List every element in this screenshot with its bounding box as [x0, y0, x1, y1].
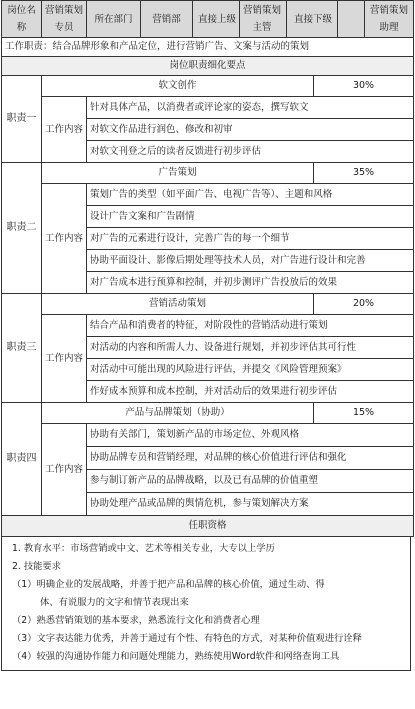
skills-title: 2. 技能要求 — [12, 561, 62, 572]
duty-1-item-1: 针对具体产品，以消费者或评论家的姿态，撰写软文 — [87, 97, 414, 119]
duty-3-title: 营销活动策划 — [42, 294, 314, 315]
job-summary: 工作职责：结合品牌形象和产品定位，进行营销广告、文案与活动的策划 — [2, 38, 414, 57]
duty-4-item-4: 协助处理产品或品牌的舆情危机，参与策划解决方案 — [87, 493, 414, 516]
subordinate-label — [287, 1, 365, 38]
duty-3-work-content-label: 工作内容 — [42, 315, 87, 403]
duty-1-item-2: 对软文作品进行润色、修改和初审 — [87, 119, 414, 141]
supervisor-cell — [193, 1, 287, 38]
duty-4-weight: 15% — [314, 403, 414, 424]
duty-1-weight: 30% — [314, 76, 414, 97]
duty-2-weight: 35% — [314, 163, 414, 184]
skill-1-line-2: 体、有说服力的文字和情节表现出来 — [40, 597, 189, 608]
duty-3-item-3: 对活动中可能出现的风险进行评估，并提交《风险管理预案》 — [87, 359, 414, 381]
duty-3-label: 职责三 — [2, 294, 42, 403]
details-title: 岗位职责细化要点 — [2, 57, 414, 76]
summary-row — [2, 38, 414, 57]
duty-4-title-row — [2, 403, 414, 424]
duty-4-item-row — [2, 424, 414, 447]
duty-4-item-1: 协助有关部门，策划新产品的市场定位、外观风格 — [87, 424, 414, 447]
supervisor-label: 直接上级 — [195, 1, 240, 37]
skill-3: （3）文字表达能力优秀，并善于通过有个性、有特色的方式，对某种价值观进行诠释 — [12, 633, 362, 644]
department-value: 营销部 — [141, 1, 193, 38]
duty-2-label: 职责二 — [2, 163, 42, 294]
duty-2-title-row — [2, 163, 414, 184]
details-title-row — [2, 57, 414, 76]
skill-4: （4）较强的沟通协作能力和问题处理能力，熟练使用Word软件和网络查询工具 — [12, 651, 340, 662]
duty-2-item-5: 对广告成本进行预算和控制，并初步测评广告投放后的效果 — [87, 272, 414, 294]
duty-3-item-2: 对活动的内容和所需人力、设备进行规划，并初步评估其可行性 — [87, 337, 414, 359]
duty-1-label: 职责一 — [2, 76, 42, 163]
duty-1-title-row — [2, 76, 414, 97]
job-description-document — [1, 0, 413, 671]
subordinate-value: 营销策划助理 — [365, 1, 414, 38]
duty-2-item-2: 设计广告文案和广告剧情 — [87, 206, 414, 228]
qualification-title: 任职资格 — [2, 516, 414, 537]
position-label: 岗位名称 — [2, 1, 42, 38]
header-row — [2, 1, 414, 38]
duty-2-item-1: 策划广告的类型（如平面广告、电视广告等）、主题和风格 — [87, 184, 414, 206]
duty-4-item-2: 协助品牌专员和营销经理，对品牌的核心价值进行评估和强化 — [87, 447, 414, 470]
subordinate-label-text: 直接下级 — [289, 1, 338, 37]
duty-4-work-content-label: 工作内容 — [42, 424, 87, 516]
duty-4-label: 职责四 — [2, 403, 42, 516]
job-description-table — [1, 0, 414, 537]
duty-4-title: 产品与品牌策划（协助） — [42, 403, 314, 424]
duty-3-item-1: 结合产品和消费者的特征，对阶段性的营销活动进行策划 — [87, 315, 414, 337]
duty-2-work-content-label: 工作内容 — [42, 184, 87, 294]
skill-1-line-1: （1）明确企业的发展战略，并善于把产品和品牌的核心价值，通过生动、得 — [12, 579, 325, 590]
duty-1-title: 软文创作 — [42, 76, 314, 97]
duty-2-item-4: 协助平面设计、影像后期处理等技术人员，对广告进行设计和完善 — [87, 250, 414, 272]
duty-3-item-4: 作好成本预算和成本控制，并对活动后的效果进行初步评估 — [87, 381, 414, 403]
duty-3-item-row — [2, 315, 414, 337]
skill-2: （2）熟悉营销策划的基本要求，熟悉流行文化和消费者心理 — [12, 615, 260, 626]
duty-1-work-content-label: 工作内容 — [42, 97, 87, 163]
duty-3-title-row — [2, 294, 414, 315]
duty-2-title: 广告策划 — [42, 163, 314, 184]
position-value: 营销策划专员 — [42, 1, 87, 38]
supervisor-value: 营销策划主管 — [243, 5, 282, 33]
qualification-title-row — [2, 516, 414, 537]
duty-1-item-3: 对软文刊登之后的读者反馈进行初步评估 — [87, 141, 414, 163]
duty-2-item-3: 对广告的元素进行设计，完善广告的每一个细节 — [87, 228, 414, 250]
duty-4-item-3: 参与制订新产品的品牌战略，以及已有品牌的价值重塑 — [87, 470, 414, 493]
duty-1-item-row — [2, 97, 414, 119]
department-label: 所在部门 — [87, 1, 141, 38]
duty-3-weight: 20% — [314, 294, 414, 315]
qualification-requirements — [1, 537, 411, 671]
duty-2-item-row — [2, 184, 414, 206]
education-requirement: 1. 教育水平：市场营销或中文、艺术等相关专业，大专以上学历 — [12, 543, 275, 554]
